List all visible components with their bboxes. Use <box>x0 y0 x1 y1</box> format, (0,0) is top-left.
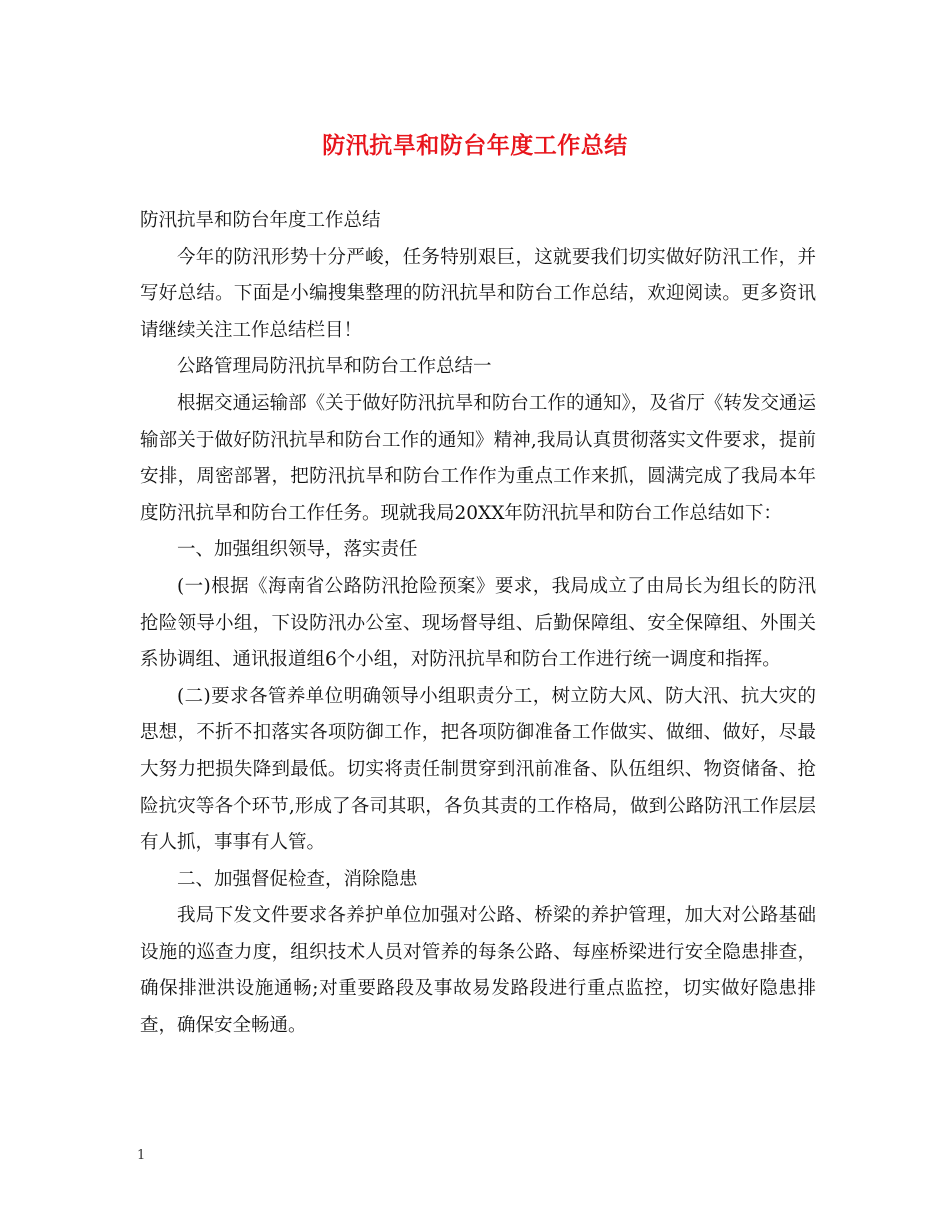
page-number: 1 <box>137 1148 146 1163</box>
paragraph-section-1-item-1: (一)根据《海南省公路防汛抢险预案》要求，我局成立了由局长为组长的防汛抢险领导小组，下设防汛办公室、现场督导组、后勤保障组、安全保障组、外围关系协调组、通讯报道组6个小组，对防汛抗旱和防台工作进行统一调度和指挥。 <box>140 575 816 671</box>
paragraph-heading: 防汛抗旱和防台年度工作总结 <box>140 210 381 231</box>
paragraph-subtitle: 公路管理局防汛抗旱和防台工作总结一 <box>177 356 492 378</box>
paragraph-section-2: 我局下发文件要求各养护单位加强对公路、桥梁的养护管理，加大对公路基础设施的巡查力度，组织技术人员对管养的每条公路、每座桥梁进行安全隐患排查，确保排泄洪设施通畅;对重要路段及事故易发路段进行重点监控，切实做好隐患排查，确保安全畅通。 <box>140 905 816 1037</box>
paragraph-section-1-item-2: (二)要求各管养单位明确领导小组职责分工，树立防大风、防大汛、抗大灾的思想，不折不扣落实各项防御工作，把各项防御准备工作做实、做细、做好，尽最大努力把损失降到最低。切实将责任制贯穿到汛前准备、队伍组织、物资储备、抢险抗灾等各个环节,形成了各司其职，各负其责的工作格局，做到公路防汛工作层层有人抓，事事有人管。 <box>140 685 816 854</box>
document-body <box>140 203 816 1045</box>
document-title: 防汛抗旱和防台年度工作总结 <box>322 132 628 159</box>
section-heading-1: 一、加强组织领导，落实责任 <box>177 539 418 561</box>
section-heading-2: 二、加强督促检查，消除隐患 <box>177 868 418 890</box>
paragraph-intro: 今年的防汛形势十分严峻，任务特别艰巨，这就要我们切实做好防汛工作，并写好总结。下面是小编搜集整理的防汛抗旱和防台工作总结，欢迎阅读。更多资讯请继续关注工作总结栏目！ <box>140 246 816 341</box>
paragraph-background: 根据交通运输部《关于做好防汛抗旱和防台工作的通知》，及省厅《转发交通运输部关于做好防汛抗旱和防台工作的通知》精神,我局认真贯彻落实文件要求，提前安排，周密部署，把防汛抗旱和防台工作作为重点工作来抓，圆满完成了我局本年度防汛抗旱和防台工作任务。现就我局20XX年防汛抗旱和防台工作总结如下： <box>140 392 816 524</box>
